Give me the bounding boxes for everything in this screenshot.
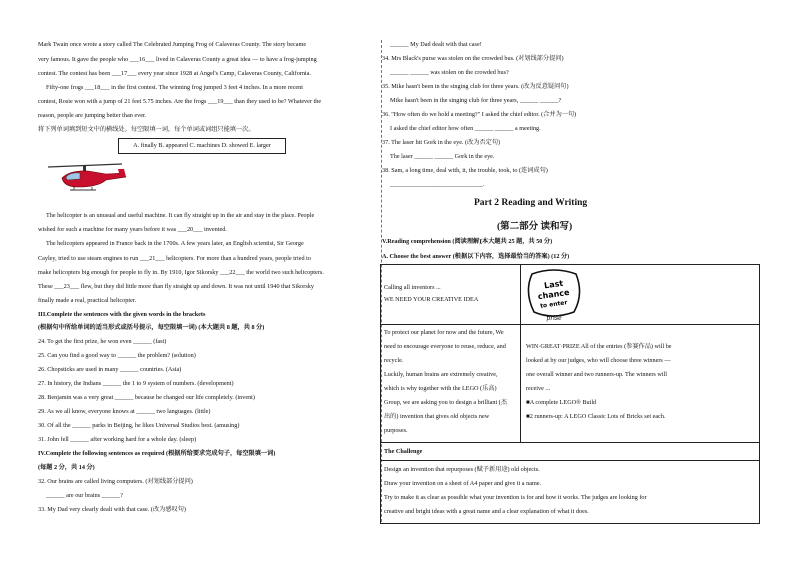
- calling-inventors-text: Calling all inventors ...: [384, 284, 441, 291]
- question-27: 27. In history, the Indians ______ the 1 to 9 system of numbers. (development): [38, 380, 234, 387]
- section-a-title: A. Choose the best answer (根据以下内容，选择最恰当的答案) (12 分): [382, 253, 570, 260]
- question-26: 26. Chopsticks are used in many ______ countries. (Asia): [38, 366, 182, 373]
- left-col-line: 出的) invention that gives old objects new: [384, 413, 490, 420]
- word-choices-box: A. finally B. appeared C. machines D. showed E. larger: [118, 138, 286, 154]
- challenge-line: Draw your invention on a sheet of A4 paper and give it a name.: [384, 480, 542, 487]
- passage1-line6: reason, people are jumping better than ever.: [38, 112, 147, 119]
- question-25: 25. Can you find a good way to ______ the problem? (solution): [38, 352, 196, 359]
- question-35-fill: Mike hasn't been in the singing club for three years, ______ ______?: [390, 97, 562, 104]
- left-col-line: purposes.: [384, 427, 408, 434]
- section4-subtitle: (每题 2 分，共 14 分): [38, 464, 95, 471]
- question-36: 36. "How often do we hold a meeting?" I asked the chief editor. (合并为一句): [382, 111, 577, 118]
- question-37: 37. The laser hit Gork in the eye. (改为否定句): [382, 139, 501, 146]
- question-34-fill: ______ ______ was stolen on the crowded bus?: [390, 69, 509, 76]
- badge-text-to-enter: to enter: [539, 299, 568, 310]
- last-chance-badge-icon: [522, 266, 586, 322]
- challenge-title: The Challenge: [384, 448, 423, 455]
- badge-text-last: Last: [543, 278, 564, 291]
- left-col-line: To protect our planet for now and the future, We: [384, 329, 504, 336]
- passage2-line6: These ___23___ flew, but they did little more than fly straight up and down. It was not until 1940 that Sikorsky: [38, 283, 314, 290]
- question-32-fill: ______ are our brains ______?: [46, 492, 123, 499]
- challenge-line: Design an invention that repurposes (赋予新用途) old objects.: [384, 466, 540, 473]
- question-33: 33. My Dad very clearly dealt with that case. (改为感叹句): [38, 506, 186, 513]
- badge-text-prise: prise: [546, 315, 562, 322]
- question-31: 31. John fell ______ after working hard for a whole day. (sleep): [38, 436, 197, 443]
- left-col-line: Group, we are asking you to design a brilliant (杰: [384, 399, 508, 406]
- passage1-line2: very famous. It gave the people who ___16___ lived in Calaveras County a great idea — to have a frog-jumping: [38, 56, 317, 63]
- prize-line: receive ...: [526, 385, 551, 392]
- part2-title: Part 2 Reading and Writing: [474, 198, 588, 208]
- passage2-line4: Cayley, tried to use steam engines to run ___21___ helicopters. For more than a hundred years, people tried to: [38, 255, 311, 262]
- q33-fill: ______ My Dad dealt with that case!: [390, 41, 482, 48]
- left-col-line: recycle.: [384, 357, 404, 364]
- creative-idea-text: WE NEED YOUR CREATIVE IDEA: [384, 296, 479, 303]
- passage1-line1: Mark Twain once wrote a story called The Celebrated Jumping Frog of Calaveras County. The story became: [38, 41, 307, 48]
- question-37-fill: The laser ______ ______ Gork in the eye.: [390, 153, 495, 160]
- helicopter-icon: [40, 160, 130, 200]
- section3-title: III.Complete the sentences with the given words in the brackets: [38, 311, 206, 318]
- passage1-line3: contest. The contest has been ___17___ every year since 1928 at Angel's Camp, Calaveras County, California.: [38, 70, 311, 77]
- section4-title: IV.Complete the following sentences as required (根据所给要求完成句子，每空限填一词): [38, 450, 276, 457]
- table-col-divider: [520, 264, 521, 442]
- passage2-line2: wished for such a machine for many years before it was ___20___ invented.: [38, 226, 227, 233]
- question-32: 32. Our brains are called living computers. (对划线部分提问): [38, 478, 193, 485]
- passage2-line7: finally made a real, practical helicopter.: [38, 297, 137, 304]
- prize-line: ■A complete LEGO® Build: [526, 399, 597, 406]
- question-24: 24. To get the first prize, he won even ______ (fast): [38, 338, 167, 345]
- passage1-line5: contest, Rosie won with a jump of 21 feet 5.75 inches. Are the frogs ___19___ than they used to be? Whatever the: [38, 98, 322, 105]
- section5-title: V.Reading comprehension (阅读理解): [382, 238, 482, 245]
- table-row-divider: [380, 442, 759, 443]
- table-row-divider: [380, 460, 759, 461]
- passage2-line5: make helicopters big enough for people to fly in. By 1910, Igor Sikorsky ___22___ the world two such helicopters.: [38, 269, 324, 276]
- question-38-fill: ______________________________.: [390, 181, 485, 188]
- prize-line: WIN·GREAT·PRIZE All of the entries (参赛作品) will be: [526, 343, 672, 350]
- passage1-line4: Fifty-one frogs ___18___ in the first contest. The winning frog jumped 3 feet 4 inches. In a more recent: [46, 84, 303, 91]
- section3-subtitle: (根据句中所给单词的适当形式或括号提示，每空限填一词) (本大题共 8 题，共 8 分): [38, 324, 265, 331]
- prize-line: one overall winner and two runners-up. The winners will: [526, 371, 667, 378]
- left-col-line: need to encourage everyone to reuse, reduce, and: [384, 343, 506, 350]
- prize-line: looked at by our judges, who will choose three winners —: [526, 357, 671, 364]
- question-30: 30. Of all the ______ parks in Beijing, he likes Universal Studios best. (amusing): [38, 422, 240, 429]
- badge-text-chance: chance: [537, 287, 570, 302]
- question-28: 28. Benjamin was a very great ______ because he changed our life completely. (invent): [38, 394, 255, 401]
- question-35: 35. Mike hasn't been in the singing club for three years. (改为反意疑问句): [382, 83, 569, 90]
- left-col-line: Luckily, human brains are extremely creative,: [384, 371, 498, 378]
- instruction-cn: 将下列单词填到短文中的横线处。每空限填一词，每个单词或词组只能填一次。: [38, 126, 255, 133]
- section5-meta: (本大题共 25 题，共 50 分): [480, 238, 553, 245]
- table-row-divider: [380, 324, 759, 325]
- prize-line: ■2 runners-up: A LEGO Classic Lots of Bricks set each.: [526, 413, 666, 420]
- question-36-fill: I asked the chief editor how often ______ ______ a meeting.: [390, 125, 541, 132]
- passage2-line1: The helicopter is an unusual and useful machine. It can fly straight up in the air and stay in the place. People: [46, 212, 315, 219]
- passage2-line3: The helicopters appeared in France back in the 1700s. A few years later, an English scientist, Sir George: [46, 240, 304, 247]
- challenge-line: Try to make it as clear as possible what your invention is for and how it works. The judges are looking for: [384, 494, 647, 501]
- question-29: 29. As we all know, everyone knows at ______ two languages. (little): [38, 408, 211, 415]
- question-38: 38. Sam, a long time, deal with, it, the trouble, took, to (连词成句): [382, 167, 548, 174]
- left-col-line: which is why together with the LEGO (乐高): [384, 385, 497, 392]
- question-34: 34. Mrs Black's purse was stolen on the crowded bus. (对划线部分提问): [382, 55, 564, 62]
- part2-title-cn: (第二部分 读和写): [497, 222, 573, 232]
- challenge-line: creative and bright ideas with a great name and a clear explanation of what it does.: [384, 508, 589, 515]
